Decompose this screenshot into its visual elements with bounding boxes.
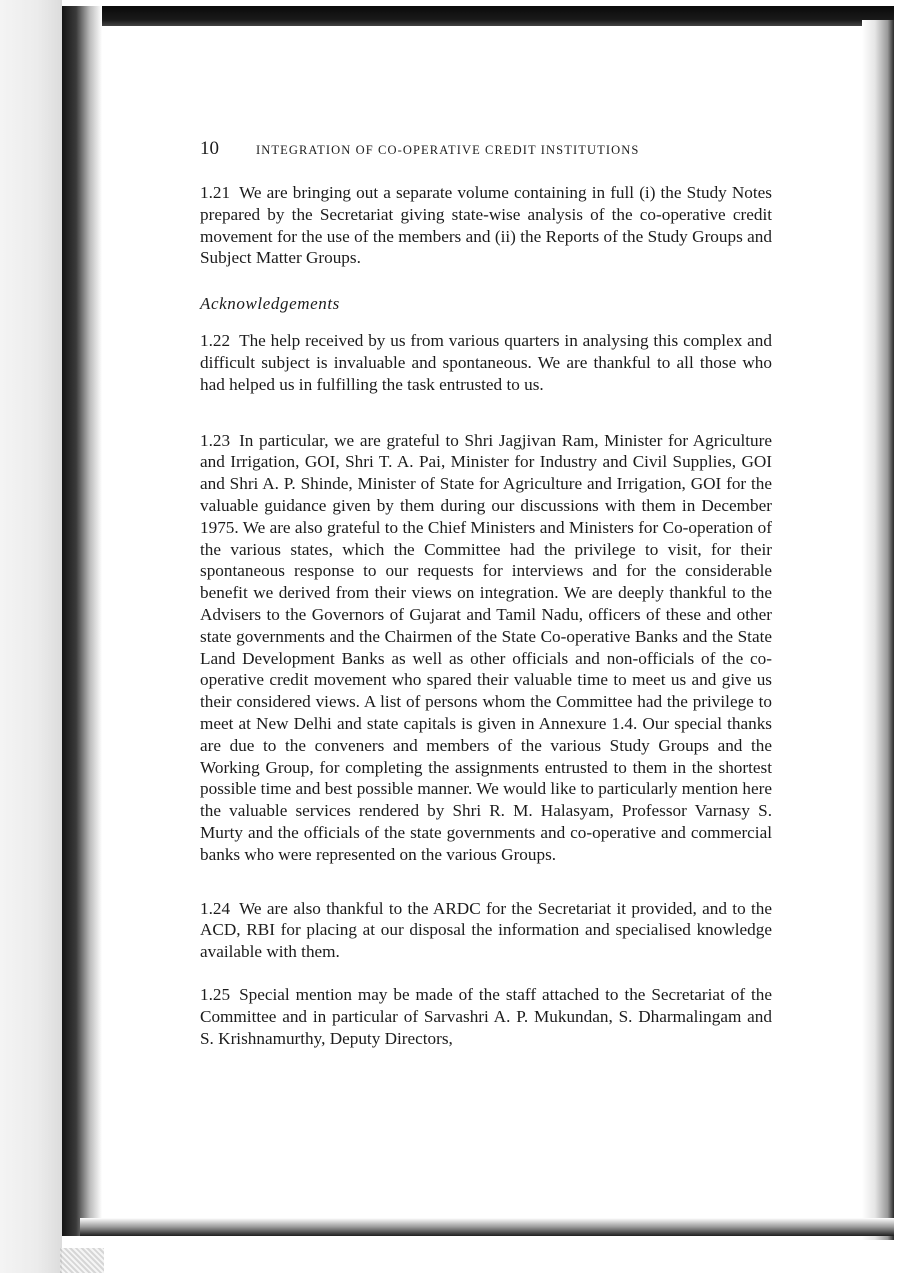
paragraph-text: In particular, we are grateful to Shri Jagjivan Ram, Minister for Agriculture and Irrigation, GOI, Shri T. A. Pai, Minister for Industry and Civil Supplies, GOI and Shri A. P. Shinde, Minister of State for Agriculture and Irrigation, GOI for the valuable guidance given by them during our discussions with them in December 1975. We are also grateful to the Chief Ministers and Ministers for Co-operation of the various states, which the Committee had the privilege to visit, for their spontaneous response to our requests for interviews and for the considerable benefit we derived from their views on integration. We are deeply thankful to the Advisers to the Governors of Gujarat and Tamil Nadu, officers of these and other state governments and the Chairmen of the State Co-operative Banks and the State Land Development Banks as well as other officials and non-officials of the co-operative credit movement who spared their valuable time to meet us and give us their considered views. A list of persons whom the Committee had the privilege to meet at New Delhi and state capitals is given in Annexure 1.4. Our special thanks are due to the conveners and members of the various Study Groups and the Working Group, for completing the assignments entrusted to them in the shortest possible time and best possible manner. We would like to particularly mention here the valuable services rendered by Shri R. M. Halasyam, Professor Varnasy S. Murty and the officials of the state governments and co-operative and commercial banks who were represented on the various Groups. — [200, 430, 772, 864]
scan-margin-left — [0, 0, 62, 1273]
paragraph-text: We are also thankful to the ARDC for the Secretariat it provided, and to the ACD, RBI for placing at our disposal the information and specialised knowledge available with them. — [200, 898, 772, 962]
paragraph-text: We are bringing out a separate volume containing in full (i) the Study Notes prepared by the Secretariat giving state-wise analysis of the co-operative credit movement for the use of the members and (ii) the Reports of the Study Groups and Subject Matter Groups. — [200, 183, 772, 268]
paragraph-number: 1.22 — [200, 331, 231, 351]
paragraph-number: 1.24 — [200, 898, 231, 918]
paragraph-number: 1.23 — [200, 430, 231, 450]
paragraph-number: 1.25 — [200, 984, 231, 1004]
page-number: 10 — [200, 138, 219, 159]
scan-border-top — [62, 6, 894, 26]
paragraph-number: 1.21 — [200, 183, 231, 202]
paragraph-text: The help received by us from various quarters in analysing this complex and difficult subject is invaluable and spontaneous. We are thankful to all those who had helped us in fulfilling the task entrusted to us. — [200, 331, 772, 394]
scan-border-left — [62, 6, 102, 1236]
paragraph-1-21 — [200, 182, 772, 269]
section-subheading: Acknowledgements — [200, 294, 340, 314]
scan-border-right — [862, 20, 894, 1240]
running-title: INTEGRATION OF CO-OPERATIVE CREDIT INSTITUTIONS — [256, 143, 640, 157]
paragraph-text: Special mention may be made of the staff attached to the Secretariat of the Committee and in particular of Sarvashri A. P. Mukundan, S. Dharmalingam and S. Krishnamurthy, Deputy Directors, — [200, 984, 772, 1048]
paragraph-1-22 — [200, 330, 772, 395]
paragraph-1-23 — [200, 430, 772, 866]
scan-corner-artifact — [60, 1248, 104, 1273]
scan-border-bottom — [80, 1218, 894, 1236]
document-page — [200, 138, 772, 1070]
paragraph-1-25 — [200, 984, 772, 1049]
running-header — [200, 138, 772, 168]
paragraph-1-24 — [200, 898, 772, 963]
